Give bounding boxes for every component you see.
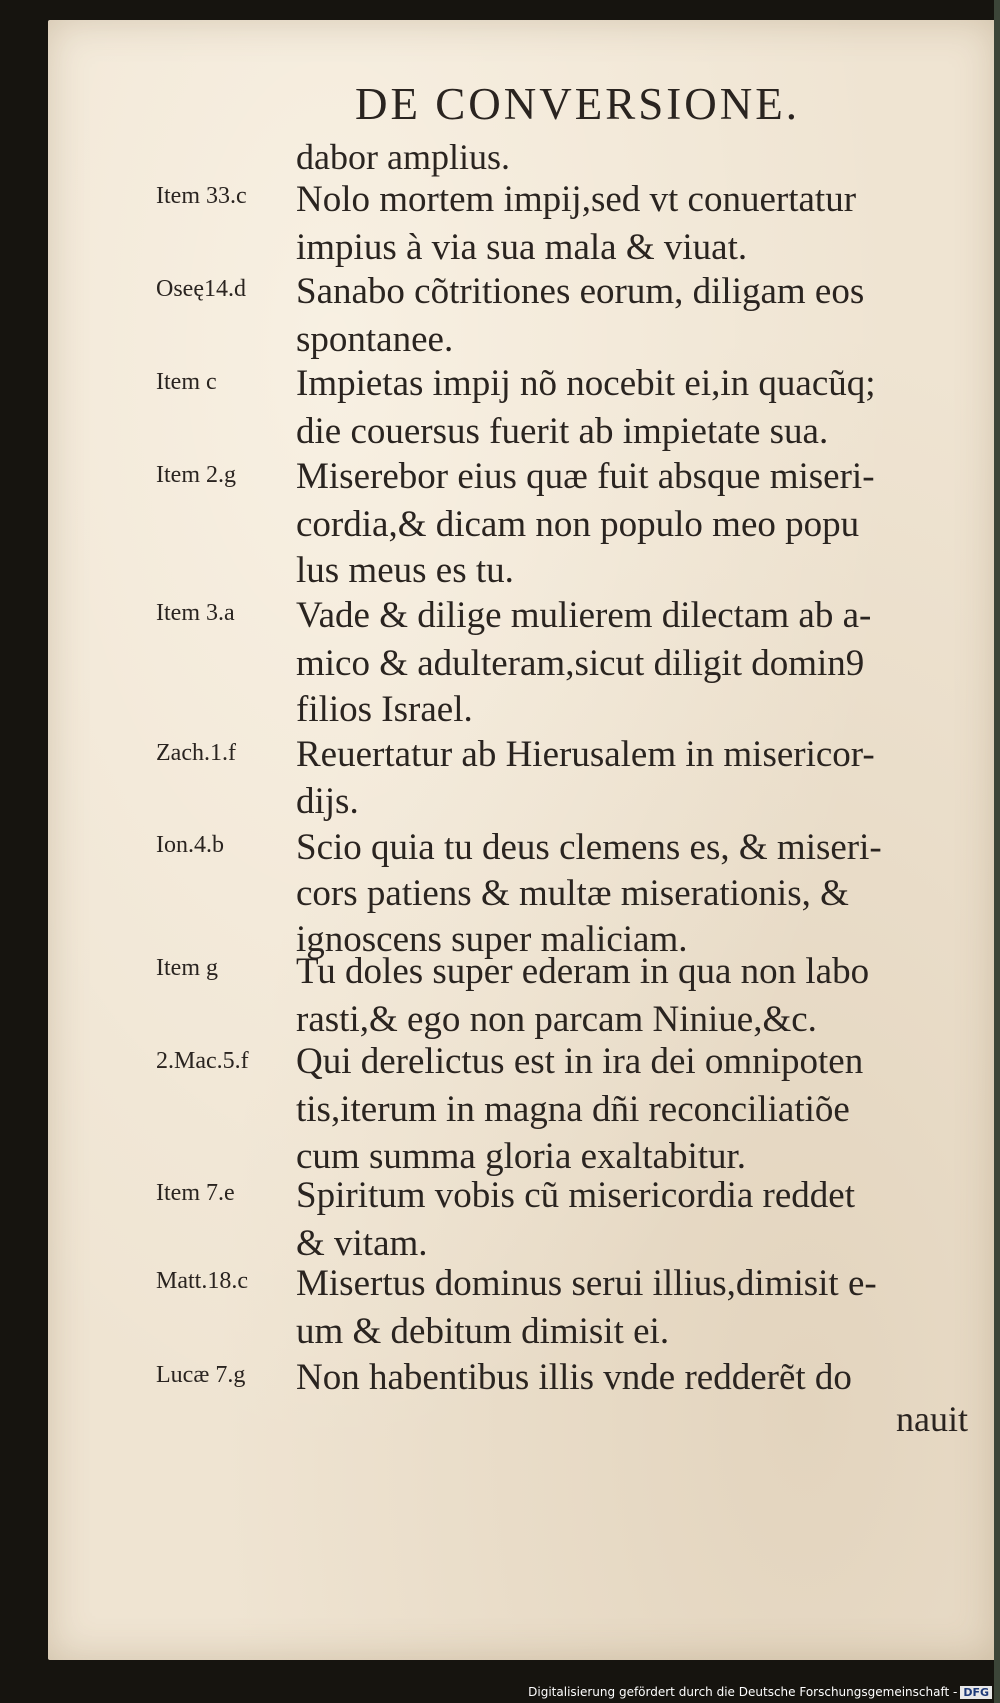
text-line: mico & adulteram,sicut diligit domin9 xyxy=(296,643,865,684)
margin-reference: Item 2.g xyxy=(156,462,236,488)
text-line: Reuertatur ab Hierusalem in misericor- xyxy=(296,734,875,775)
text-line: cors patiens & multæ miserationis, & xyxy=(296,873,849,914)
text-line: Nolo mortem impij,sed vt conuertatur xyxy=(296,179,857,220)
text-line: Misertus dominus serui illius,dimisit e- xyxy=(296,1263,877,1304)
margin-reference: Zach.1.f xyxy=(156,740,236,766)
text-line: cordia,& dicam non populo meo popu xyxy=(296,504,860,545)
credit-text: Digitalisierung gefördert durch die Deutsche Forschungsgemeinschaft - xyxy=(528,1685,958,1699)
page-edge xyxy=(994,0,1000,1703)
margin-reference: Item 7.e xyxy=(156,1180,235,1206)
margin-reference: Item 33.c xyxy=(156,183,247,209)
continuation-line: dabor amplius. xyxy=(296,137,510,177)
text-line: Vade & dilige mulierem dilectam ab a- xyxy=(296,595,872,636)
margin-reference: Item g xyxy=(156,955,218,981)
text-line: & vitam. xyxy=(296,1223,428,1264)
text-line: impius à via sua mala & viuat. xyxy=(296,227,748,268)
text-line: Impietas impij nõ nocebit ei,in quacũq; xyxy=(296,363,876,404)
text-line: Spiritum vobis cũ misericordia reddet xyxy=(296,1175,855,1216)
text-line: Miserebor eius quæ fuit absque miseri- xyxy=(296,456,875,497)
catchword: nauit xyxy=(896,1399,968,1439)
margin-reference: 2.Mac.5.f xyxy=(156,1048,249,1074)
text-line: um & debitum dimisit ei. xyxy=(296,1311,670,1352)
text-line: filios Israel. xyxy=(296,689,473,730)
text-line: rasti,& ego non parcam Niniue,&c. xyxy=(296,999,817,1040)
margin-reference: Item 3.a xyxy=(156,600,235,626)
margin-reference: Item c xyxy=(156,369,217,395)
text-line: spontanee. xyxy=(296,319,454,360)
margin-reference: Oseę14.d xyxy=(156,276,246,302)
text-line: die couersus fuerit ab impietate sua. xyxy=(296,411,829,452)
text-line: Scio quia tu deus clemens es, & miseri- xyxy=(296,827,882,868)
text-line: ignoscens super maliciam. xyxy=(296,919,688,960)
dfg-logo: DFG xyxy=(960,1686,992,1699)
margin-reference: Matt.18.c xyxy=(156,1268,248,1294)
text-line: tis,iterum in magna dñi reconciliatiõe xyxy=(296,1089,850,1130)
text-line: cum summa gloria exaltabitur. xyxy=(296,1136,747,1177)
text-line: Sanabo cõtritiones eorum, diligam eos xyxy=(296,271,865,312)
running-head: DE CONVERSIONE. xyxy=(355,79,800,129)
margin-reference: Ion.4.b xyxy=(156,832,224,858)
digitization-credit xyxy=(528,1685,992,1699)
text-line: dijs. xyxy=(296,781,359,822)
text-line: Tu doles super ederam in qua non labo xyxy=(296,951,870,992)
text-line: Qui derelictus est in ira dei omnipoten xyxy=(296,1041,864,1082)
text-line: Non habentibus illis vnde redderẽt do xyxy=(296,1357,852,1398)
text-line: lus meus es tu. xyxy=(296,550,514,591)
margin-reference: Lucæ 7.g xyxy=(156,1362,246,1388)
